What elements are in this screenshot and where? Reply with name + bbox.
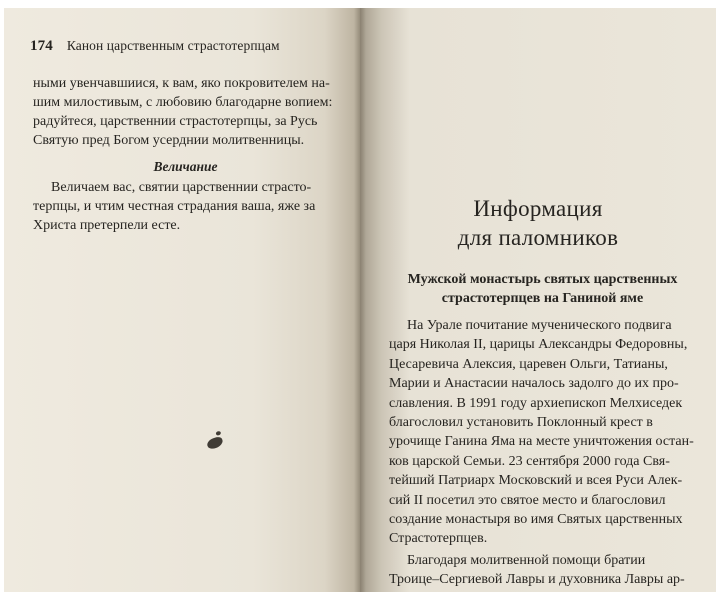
text-line: На Урале почитание мученического подвига: [407, 318, 672, 333]
text-line: благословил установить Поклонный крест в: [389, 415, 653, 431]
left-page: [4, 8, 360, 592]
text-line: шим милостивым, с любовию благодарне вопием:: [33, 95, 333, 110]
text-line: радуйтеся, царственнии страстотерпцы, за Русь: [33, 114, 318, 129]
subheading-velichanie: Величание: [153, 159, 218, 174]
page-number: 174: [30, 38, 53, 54]
chapter-title: [360, 194, 716, 252]
book-spread: [4, 8, 716, 592]
prayer-paragraph: [33, 74, 338, 150]
text-line: терпцы, и чтим честная страдания ваша, яже за: [33, 199, 316, 214]
text-line: Страстотерпцев.: [389, 531, 488, 547]
section-heading-line: страстотерпцев на Ганиной яме: [441, 291, 644, 306]
text-line: царя Николая II, царицы Александры Федоровны,: [389, 337, 688, 353]
text-line: Цесаревича Алексия, царевен Ольги, Татианы,: [389, 356, 668, 372]
text-line: создание монастыря во имя Святых царственных: [389, 512, 683, 528]
text-line: ков царской Семьи. 23 сентября 2000 года Свя-: [389, 453, 670, 469]
text-line: Троице–Сергиевой Лавры и духовника Лавры ар-: [389, 572, 685, 588]
text-line: Святую пред Богом усерднии молитвенницы.: [33, 133, 305, 148]
text-line: сий II посетил это святое место и благословил: [389, 492, 666, 508]
chapter-title-line: для паломников: [457, 225, 619, 250]
text-line: Христа претерпели есте.: [33, 218, 181, 233]
section-heading-line: Мужской монастырь святых царственных: [407, 272, 678, 287]
text-line: Благодаря молитвенной помощи братии: [407, 552, 646, 568]
chapter-title-line: Информация: [473, 196, 603, 221]
magnification-paragraph: [33, 178, 338, 235]
text-line: ными увенчавшиися, к вам, яко покровителем на-: [33, 76, 330, 91]
paragraph: [389, 551, 695, 590]
paragraph: [389, 316, 695, 549]
text-line: тейший Патриарх Московский и всея Руси Алек-: [389, 473, 683, 489]
text-line: Марии и Анастасии началось задолго до их про-: [389, 376, 679, 392]
text-line: славления. В 1991 году архиепископ Мелхиседек: [389, 395, 683, 411]
text-line: Величаем вас, святии царственнии страсто-: [51, 180, 312, 195]
section-heading: [390, 270, 695, 308]
left-page-text: [33, 74, 338, 235]
right-page: [360, 8, 716, 592]
right-page-text: [389, 316, 695, 590]
book-gutter: [354, 8, 366, 592]
ink-smudge: [206, 436, 224, 451]
text-line: урочище Ганина Яма на месте уничтожения остан-: [389, 434, 694, 450]
running-head: [30, 38, 340, 55]
running-head-title: Канон царственным страстотерпцам: [66, 38, 280, 53]
